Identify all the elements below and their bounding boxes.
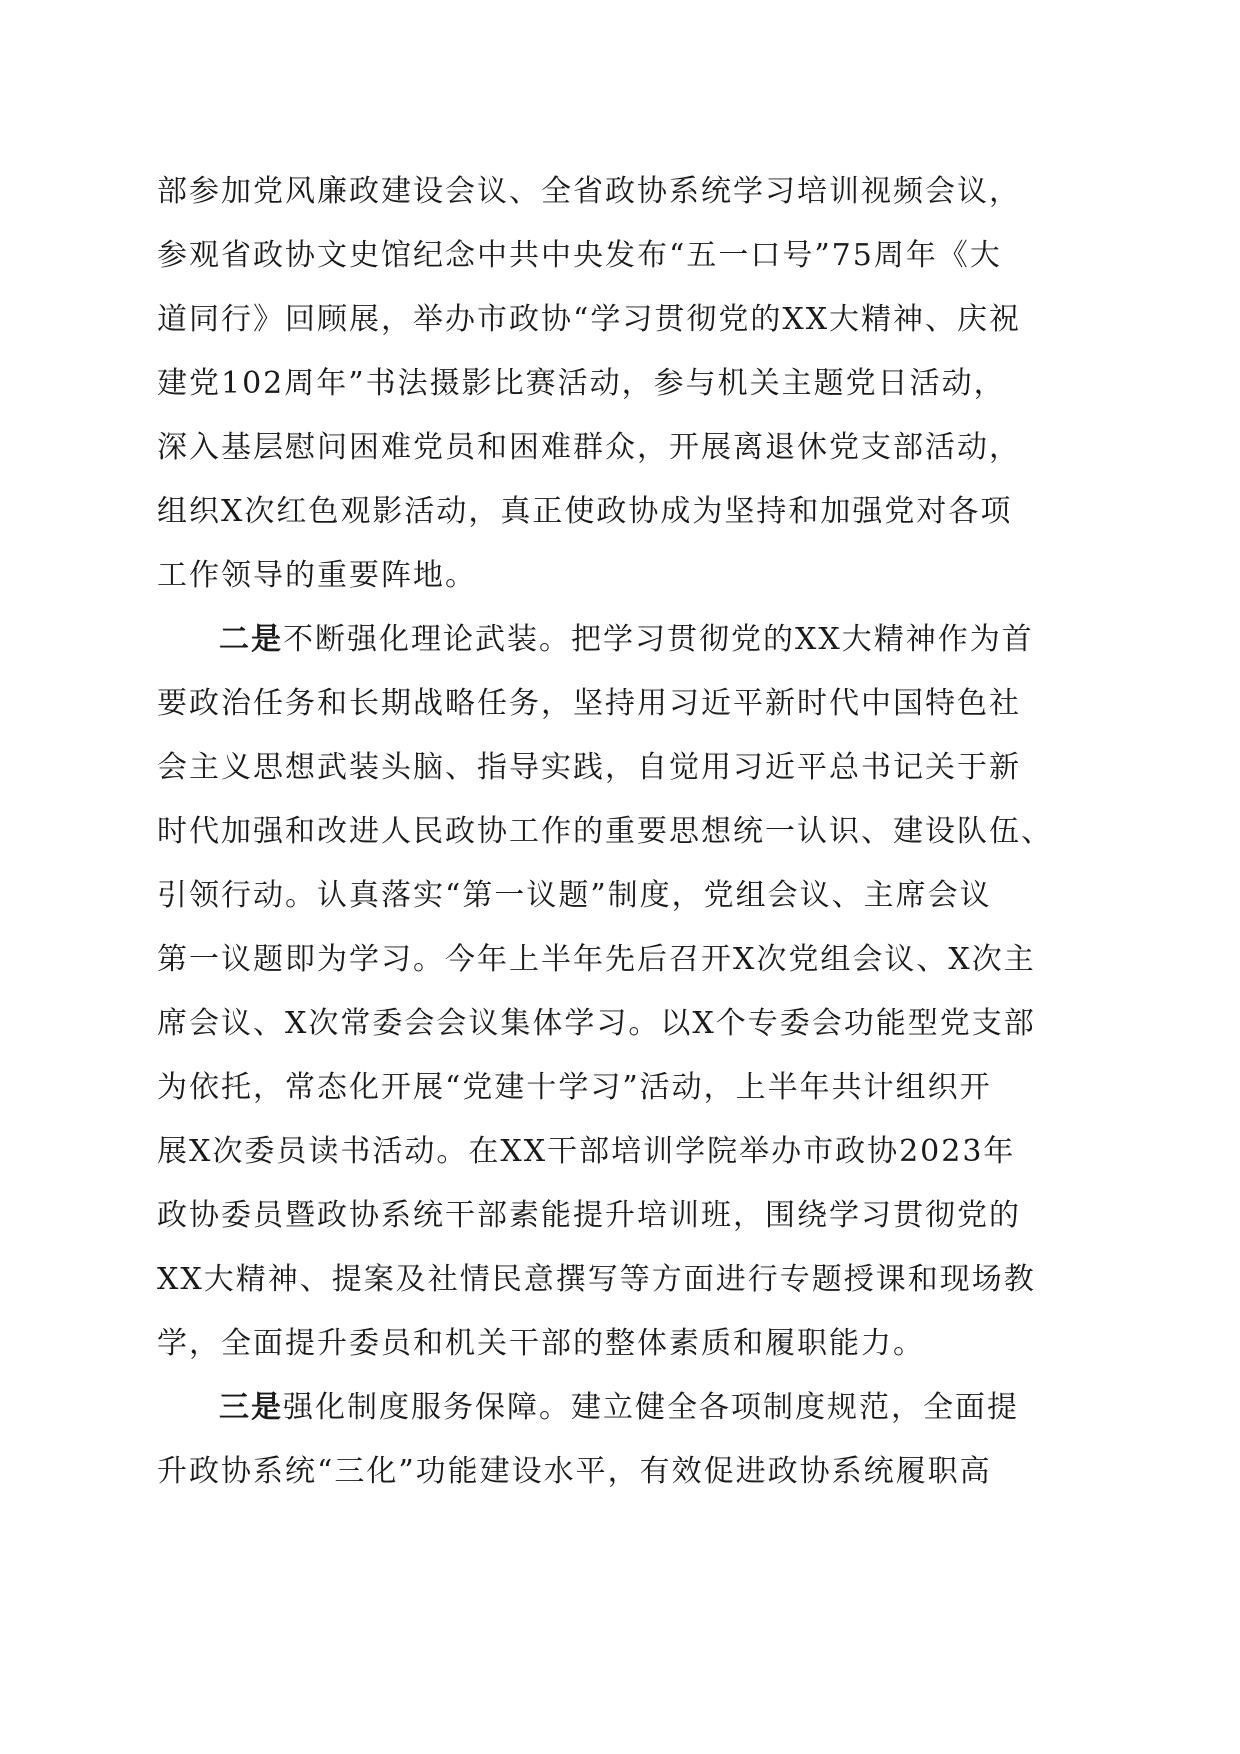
text-line: 会主义思想武装头脑、指导实践，自觉用习近平总书记关于新 xyxy=(157,750,1021,785)
text-line: XX大精神、提案及社情民意撰写等方面进行专题授课和现场教 xyxy=(157,1262,1036,1297)
text-line: 学，全面提升委员和机关干部的整体素质和履职能力。 xyxy=(157,1326,925,1361)
text-line: 政协委员暨政协系统干部素能提升培训班，围绕学习贯彻党的 xyxy=(157,1198,1021,1233)
text-line: 深入基层慰问困难党员和困难群众，开展离退休党支部活动， xyxy=(157,430,1021,465)
paragraph-three-first-line xyxy=(157,1376,1087,1440)
text-line: 展X次委员读书活动。在XX干部培训学院举办市政协2023年 xyxy=(157,1134,1016,1169)
paragraph-two-first-line xyxy=(157,608,1087,672)
body-text xyxy=(157,160,1087,1504)
text-line: 席会议、X次常委会会议集体学习。以X个专委会功能型党支部 xyxy=(157,1006,1036,1041)
text-line: 建党102周年”书法摄影比赛活动，参与机关主题党日活动， xyxy=(157,366,1006,401)
paragraph-two-first-line-text: 不断强化理论武装。把学习贯彻党的XX大精神作为首 xyxy=(283,622,1034,657)
text-line: 道同行》回顾展，举办市政协“学习贯彻党的XX大精神、庆祝 xyxy=(157,302,1022,337)
text-line: 时代加强和改进人民政协工作的重要思想统一认识、建设队伍、 xyxy=(157,814,1053,849)
text-line: 第一议题即为学习。今年上半年先后召开X次党组会议、X次主 xyxy=(157,942,1036,977)
paragraph-two-lead: 二是 xyxy=(219,622,283,657)
text-line: 参观省政协文史馆纪念中共中央发布“五一口号”75周年《大 xyxy=(157,238,1002,273)
text-line: 要政治任务和长期战略任务，坚持用习近平新时代中国特色社 xyxy=(157,686,1021,721)
text-line: 引领行动。认真落实“第一议题”制度，党组会议、主席会议 xyxy=(157,878,992,913)
text-line: 为依托，常态化开展“党建十学习”活动，上半年共计组织开 xyxy=(157,1070,992,1105)
text-line: 工作领导的重要阵地。 xyxy=(157,558,477,593)
text-line: 升政协系统“三化”功能建设水平，有效促进政协系统履职高 xyxy=(157,1454,992,1489)
text-line: 组织X次红色观影活动，真正使政协成为坚持和加强党对各项 xyxy=(157,494,1013,529)
paragraph-three-first-line-text: 强化制度服务保障。建立健全各项制度规范，全面提 xyxy=(283,1390,1019,1425)
paragraph-three-lead: 三是 xyxy=(219,1390,283,1425)
text-line: 部参加党风廉政建设会议、全省政协系统学习培训视频会议， xyxy=(157,174,1021,209)
